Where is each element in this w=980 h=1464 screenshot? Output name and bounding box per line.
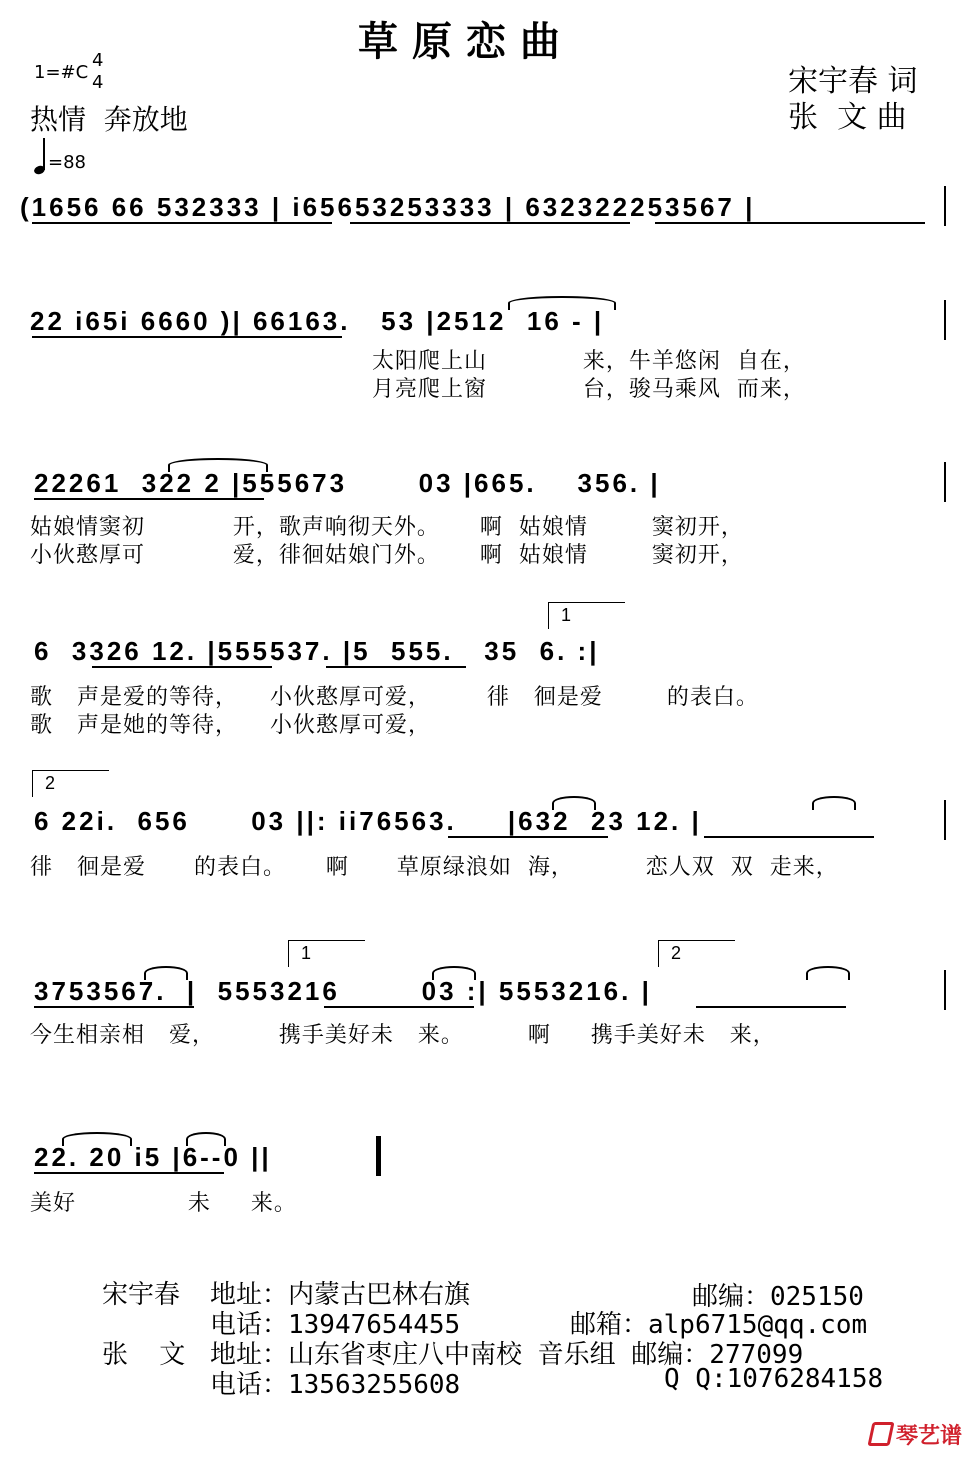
second-ending-number-2: 2 <box>671 943 682 963</box>
watermark-text: 琴艺谱 <box>895 1424 962 1449</box>
logo-icon <box>867 1422 894 1446</box>
beam-line <box>704 836 874 838</box>
system-3-notes: 22261 322 2 |555673 03 |665. 356. | <box>34 468 661 498</box>
tie-slur <box>168 458 268 472</box>
system-5-lyric: 徘 徊是爱 的表白。 啊 草原绿浪如 海， 恋人双 双 走来， <box>30 855 839 880</box>
system-7-lyric: 美好 未 来。 <box>30 1191 297 1216</box>
beam-line <box>34 1172 224 1174</box>
beam-line <box>32 336 342 338</box>
beam-line <box>324 1006 474 1008</box>
expression-marking: 热情 奔放地 <box>30 103 188 136</box>
footer-postcode-1: 邮编：025150 <box>692 1282 864 1312</box>
time-signature-bottom: 4 <box>92 72 104 93</box>
tie-slur <box>432 966 476 980</box>
system-2-lyric-verse-2: 月亮爬上窗 台，骏马乘风 而来， <box>372 377 806 402</box>
quarter-note-stem <box>43 138 45 170</box>
bar-line <box>944 300 946 340</box>
second-ending-bracket-2 <box>658 940 735 967</box>
system-4-notes: 6 3326 12. |555537. |5 555. 35 6. :| <box>34 636 600 666</box>
first-ending-number-2: 1 <box>301 943 312 963</box>
first-ending-bracket-2 <box>288 940 365 967</box>
system-1-notes: (1656 66 532333 | i65653253333 | 632322253567 | <box>20 192 756 222</box>
system-2-lyric-verse-1: 太阳爬上山 来，牛羊悠闲 自在， <box>372 349 806 374</box>
lyricist-credit: 宋宇春 词 <box>788 64 918 99</box>
footer-name-2: 张 文 <box>102 1340 186 1370</box>
bar-line <box>944 970 946 1010</box>
first-ending-number: 1 <box>561 605 572 625</box>
beam-line <box>32 222 332 224</box>
footer-phone-1: 电话：13947654455 <box>210 1310 461 1340</box>
tie-slur <box>508 296 616 310</box>
beam-line <box>34 498 264 500</box>
system-7-notes: 22. 20 i5 |6--0 || <box>34 1142 272 1172</box>
bar-line <box>944 186 946 226</box>
beam-line <box>34 1006 194 1008</box>
system-2-notes: 22 i65i 6660 )| 66163. 53 |2512 16 - | <box>30 306 605 336</box>
beam-line <box>350 222 630 224</box>
system-5-notes: 6 22i. 656 03 ||: ii76563. |632 23 12. | <box>34 806 702 836</box>
tie-slur <box>62 1132 132 1146</box>
system-6-notes: 3753567. | 5553216 03 :| 5553216. | <box>34 976 652 1006</box>
bar-line <box>944 800 946 840</box>
tie-slur <box>144 966 188 980</box>
system-4-lyric-verse-2: 歌 声是她的等待， 小伙憨厚可爱， <box>30 713 431 738</box>
footer-email-1: 邮箱：alp6715@qq.com <box>570 1310 868 1340</box>
second-ending-bracket <box>32 770 109 797</box>
beam-line <box>655 222 925 224</box>
system-6-lyric: 今生相亲相 爱， 携手美好未 来。 啊 携手美好未 来， <box>30 1023 776 1048</box>
beam-line <box>92 666 272 668</box>
song-title: 草原恋曲 <box>358 18 574 65</box>
footer-phone-2: 电话：13563255608 <box>210 1370 461 1400</box>
system-4-lyric-verse-1: 歌 声是爱的等待， 小伙憨厚可爱， 徘 徊是爱 的表白。 <box>30 685 759 710</box>
tie-slur <box>812 796 856 810</box>
footer-address-1: 地址：内蒙古巴林右旗 <box>210 1280 471 1310</box>
first-ending-bracket <box>548 602 625 629</box>
beam-line <box>326 666 466 668</box>
final-bar-line <box>376 1136 381 1176</box>
tie-slur <box>552 796 596 810</box>
system-3-lyric-verse-1: 姑娘情窦初 开，歌声响彻天外。 啊 姑娘情 窦初开， <box>30 515 744 540</box>
beam-line <box>448 836 608 838</box>
key-signature: 1=#C <box>34 62 89 83</box>
tempo-marking: =88 <box>48 152 86 173</box>
beam-line <box>696 1006 846 1008</box>
footer-name-1: 宋宇春 <box>102 1280 181 1310</box>
footer-qq: Q Q:1076284158 <box>664 1364 884 1394</box>
time-signature-top: 4 <box>92 50 104 71</box>
system-3-lyric-verse-2: 小伙憨厚可 爱，徘徊姑娘门外。 啊 姑娘情 窦初开， <box>30 543 744 568</box>
footer-address-2: 地址：山东省枣庄八中南校 音乐组 邮编：277099 <box>210 1340 804 1370</box>
bar-line <box>944 462 946 502</box>
tie-slur <box>186 1132 226 1146</box>
second-ending-number: 2 <box>45 773 56 793</box>
composer-credit: 张 文 曲 <box>788 100 907 135</box>
watermark-logo <box>870 1419 962 1450</box>
tie-slur <box>806 966 850 980</box>
